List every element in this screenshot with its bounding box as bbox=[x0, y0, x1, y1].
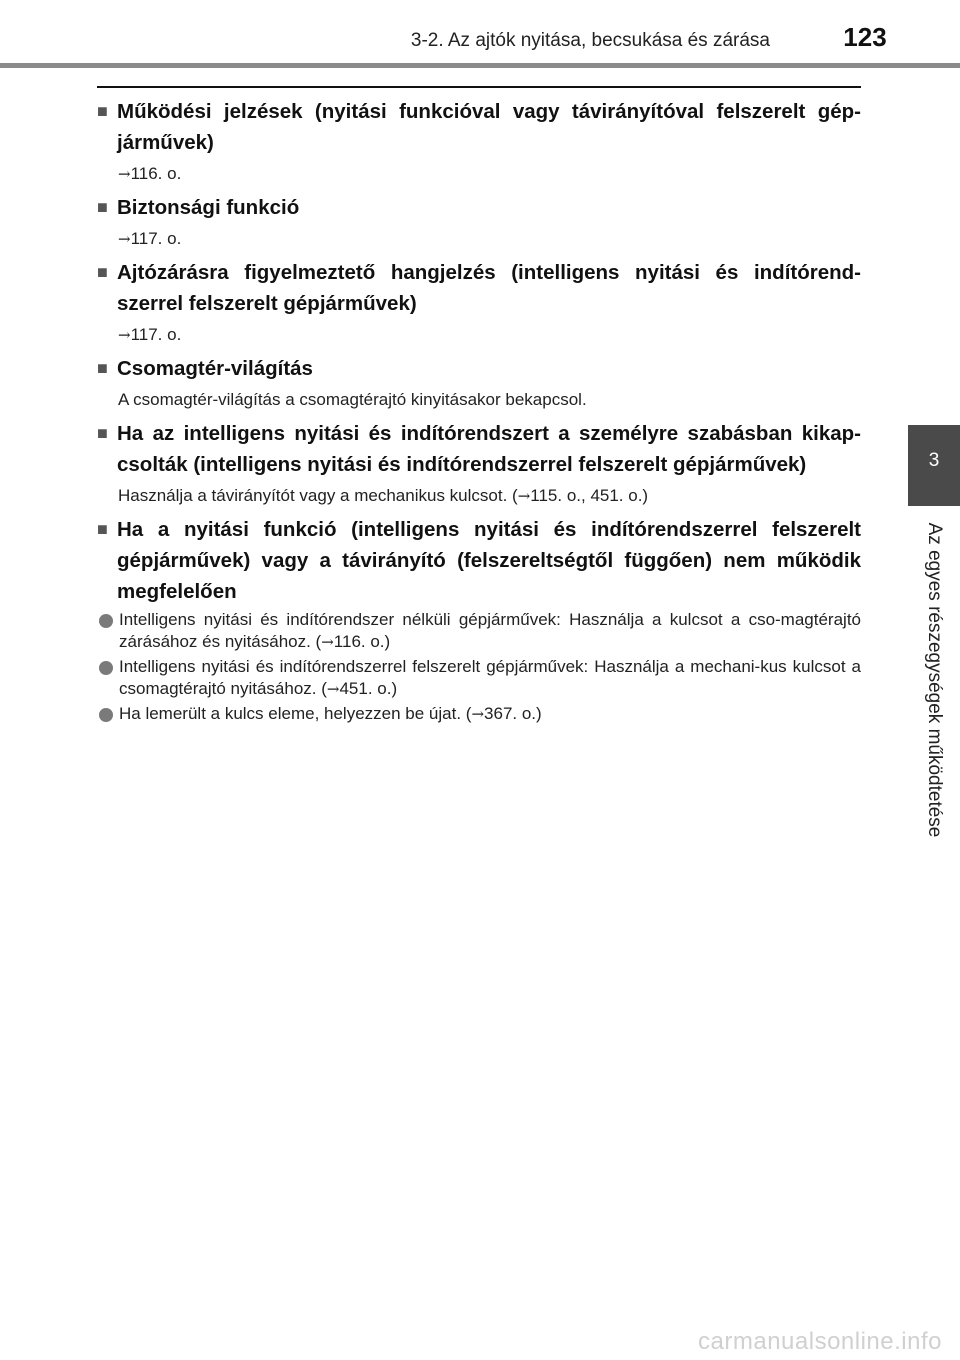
arrow-icon: → bbox=[471, 705, 485, 723]
section-luggage-light bbox=[97, 353, 861, 412]
section-heading: Csomagtér-világítás bbox=[117, 357, 313, 380]
section-heading: Ha a nyitási funkció (intelligens nyitási és indítórendszerrel felszerelt gépjárművek) vagy a távirányító (felszereltségtől függően) nem működik megfelelően bbox=[117, 518, 861, 603]
page-reference-text: 117. o. bbox=[130, 229, 182, 248]
list-item-text: Intelligens nyitási és indítórendszerrel felszerelt gépjárművek: Használja a mechani-kus kulcsot a csomagtérajtó nyitásához. ( bbox=[119, 657, 861, 698]
arrow-icon: → bbox=[118, 230, 131, 248]
section-text-main: Használja a távirányítót vagy a mechanikus kulcsot. ( bbox=[118, 486, 518, 505]
page-reference-text[interactable]: 115. o., 451. o.) bbox=[530, 486, 649, 505]
arrow-icon: → bbox=[517, 487, 531, 505]
square-bullet-icon: ■ bbox=[97, 423, 108, 443]
round-bullet-icon bbox=[99, 708, 113, 722]
section-security-function bbox=[97, 192, 861, 251]
section-heading: Működési jelzések (nyitási funkcióval vagy távirányítóval felszerelt gép-járművek) bbox=[117, 100, 861, 154]
section-malfunction bbox=[97, 514, 861, 725]
page-reference-text: 117. o. bbox=[130, 325, 182, 344]
page-reference-text[interactable]: 116. o.) bbox=[333, 632, 391, 651]
list-item-text: Intelligens nyitási és indítórendszer nélküli gépjárművek: Használja a kulcsot a cso-magtérajtó zárásához és nyitásához. ( bbox=[119, 610, 861, 651]
page-number: 123 bbox=[843, 22, 887, 52]
section-heading: Ajtózárásra figyelmeztető hangjelzés (intelligens nyitási és indítórend-szerrel felszerelt gépjárművek) bbox=[117, 261, 861, 315]
list-item bbox=[99, 609, 861, 653]
chapter-tab[interactable]: 3 bbox=[908, 425, 960, 506]
list-item bbox=[99, 703, 861, 725]
section-operation-signals bbox=[97, 96, 861, 186]
section-door-lock-buzzer bbox=[97, 257, 861, 347]
page-reference-text: 116. o. bbox=[130, 164, 182, 183]
page-content bbox=[97, 96, 861, 728]
round-bullet-icon bbox=[99, 614, 113, 628]
square-bullet-icon: ■ bbox=[97, 262, 108, 282]
section-heading: Biztonsági funkció bbox=[117, 196, 300, 219]
page-reference[interactable] bbox=[118, 323, 861, 347]
square-bullet-icon: ■ bbox=[97, 519, 108, 539]
arrow-icon: → bbox=[118, 326, 131, 344]
section-text bbox=[118, 484, 861, 508]
list-item-text: Ha lemerült a kulcs eleme, helyezzen be újat. ( bbox=[119, 704, 472, 723]
arrow-icon: → bbox=[321, 633, 334, 651]
section-heading: Ha az intelligens nyitási és indítórendszert a személyre szabásban kikap-csolták (intelligens nyitási és indítórendszerrel felszerelt gépjárművek) bbox=[117, 422, 861, 476]
page-reference-text[interactable]: 367. o.) bbox=[484, 704, 542, 723]
list-item bbox=[99, 656, 861, 700]
page-reference[interactable] bbox=[118, 227, 861, 251]
page-reference-text[interactable]: 451. o.) bbox=[339, 679, 398, 698]
arrow-icon: → bbox=[326, 680, 340, 698]
watermark: carmanualsonline.info bbox=[698, 1328, 942, 1355]
chapter-side-label-text: Az egyes részegységek működtetése bbox=[924, 522, 945, 838]
square-bullet-icon: ■ bbox=[97, 358, 108, 378]
arrow-icon: → bbox=[118, 165, 131, 183]
square-bullet-icon: ■ bbox=[97, 101, 108, 121]
page-reference[interactable] bbox=[118, 162, 861, 186]
section-text: A csomagtér-világítás a csomagtérajtó kinyitásakor bekapcsol. bbox=[118, 390, 587, 409]
square-bullet-icon: ■ bbox=[97, 197, 108, 217]
running-header-title: 3-2. Az ajtók nyitása, becsukása és zárása bbox=[410, 30, 770, 51]
content-top-rule bbox=[97, 86, 861, 88]
round-bullet-icon bbox=[99, 661, 113, 675]
section-smart-system-disabled bbox=[97, 418, 861, 508]
header-divider bbox=[0, 63, 960, 68]
